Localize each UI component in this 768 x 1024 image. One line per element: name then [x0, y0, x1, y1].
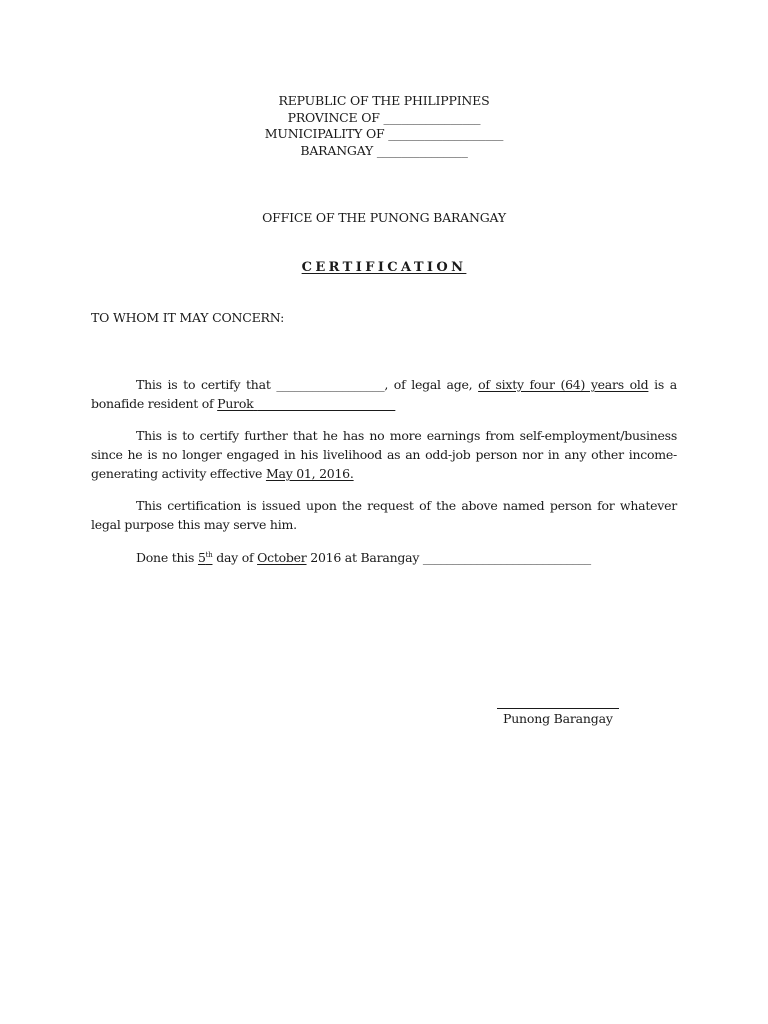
p2-text: This is to certify further that he has no more earnings from self-employment/business since he is no longer engaged in his livelihood as an odd-job person nor in any other income-generating activity effective — [91, 428, 677, 481]
purok-label: Purok — [217, 396, 254, 411]
province-blank: ________________ — [383, 109, 481, 125]
age-text: of sixty four (64) years old — [478, 377, 649, 392]
barangay-blank: _______________ — [376, 142, 468, 158]
paragraph-no-earnings — [91, 426, 677, 483]
signature-label: Punong Barangay — [503, 711, 613, 726]
p3-text: This certification is issued upon the request of the above named person for whatever legal purpose this may serve him. — [91, 498, 677, 532]
salutation: TO WHOM IT MAY CONCERN: — [91, 310, 285, 325]
office-heading: OFFICE OF THE PUNONG BARANGAY — [262, 210, 506, 225]
barangay-label: BARANGAY — [300, 142, 374, 158]
paragraph-purpose — [91, 496, 677, 534]
day-suffix: th — [205, 550, 213, 559]
effective-date: May 01, 2016. — [265, 466, 354, 481]
document-header — [0, 93, 768, 159]
day-of-label: day of — [216, 550, 254, 565]
signature-line — [497, 708, 619, 709]
year-at-barangay: 2016 at Barangay — [310, 550, 420, 565]
done-barangay-blank: ____________________________ — [422, 550, 591, 565]
p1-resident: is a bonafide resident of — [91, 377, 678, 411]
purok-blank: _______________________ — [257, 396, 396, 411]
municipality-label: MUNICIPALITY OF — [264, 126, 385, 142]
paragraph-done-this — [91, 548, 677, 567]
p1-intro: This is to certify that — [136, 377, 271, 392]
certification-title: CERTIFICATION — [301, 260, 467, 275]
republic-line: REPUBLIC OF THE PHILIPPINES — [278, 93, 490, 108]
done-this-label: Done this — [136, 550, 195, 565]
barangay-line — [0, 143, 768, 160]
province-line — [0, 110, 768, 127]
month-text: October — [257, 550, 307, 565]
municipality-blank: ___________________ — [388, 126, 504, 142]
municipality-line — [0, 126, 768, 143]
p1-legal-age: , of legal age, — [384, 377, 473, 392]
province-label: PROVINCE OF — [287, 109, 380, 125]
paragraph-certify-resident — [91, 375, 677, 413]
day-number: 5th — [197, 550, 213, 565]
name-blank: __________________ — [276, 377, 385, 392]
